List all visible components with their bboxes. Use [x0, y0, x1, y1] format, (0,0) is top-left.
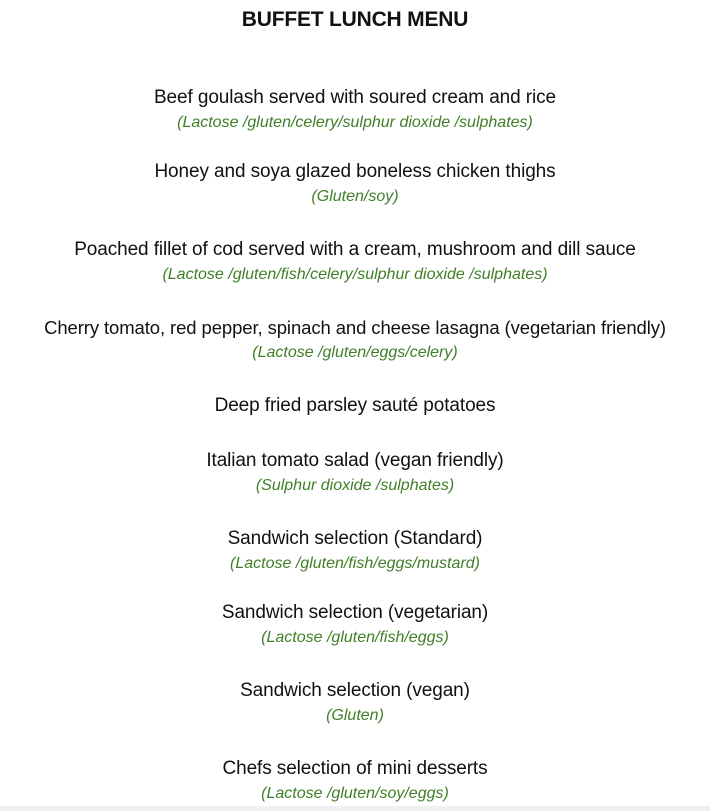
menu-item	[0, 160, 710, 208]
allergen-list: (Gluten)	[326, 707, 384, 724]
dish-name: Sandwich selection (Standard)	[227, 528, 483, 549]
menu-title: BUFFET LUNCH MENU	[241, 8, 469, 31]
allergen-list: (Gluten/soy)	[311, 188, 399, 205]
menu-item	[0, 394, 710, 418]
dish-name: Deep fried parsley sauté potatoes	[214, 395, 496, 416]
menu-item	[0, 679, 710, 727]
menu-item	[0, 449, 710, 497]
dish-name: Cherry tomato, red pepper, spinach and cheese lasagna (vegetarian friendly)	[44, 317, 666, 338]
allergen-list: (Lactose /gluten/fish/eggs)	[261, 629, 449, 646]
dish-name: Chefs selection of mini desserts	[222, 758, 488, 779]
allergen-list: (Lactose /gluten/fish/eggs/mustard)	[230, 555, 480, 572]
menu-item	[0, 757, 710, 805]
dish-name: Poached fillet of cod served with a cream, mushroom and dill sauce	[74, 239, 636, 260]
menu-item	[0, 601, 710, 649]
dish-name: Beef goulash served with soured cream and rice	[153, 87, 556, 108]
dish-name: Sandwich selection (vegan)	[240, 680, 470, 701]
menu-item	[0, 527, 710, 575]
page-bottom-edge	[0, 806, 710, 811]
menu-item	[0, 86, 710, 134]
allergen-list: (Lactose /gluten/eggs/celery)	[252, 344, 458, 361]
allergen-list: (Sulphur dioxide /sulphates)	[255, 477, 455, 494]
dish-name: Honey and soya glazed boneless chicken thighs	[154, 161, 556, 182]
menu-item	[0, 238, 710, 286]
dish-name: Italian tomato salad (vegan friendly)	[206, 450, 504, 471]
allergen-list: (Lactose /gluten/soy/eggs)	[261, 785, 449, 802]
menu-item	[0, 316, 710, 364]
allergen-list: (Lactose /gluten/celery/sulphur dioxide /sulphates)	[177, 114, 533, 131]
allergen-list: (Lactose /gluten/fish/celery/sulphur dioxide /sulphates)	[162, 266, 548, 283]
dish-name: Sandwich selection (vegetarian)	[221, 602, 489, 623]
